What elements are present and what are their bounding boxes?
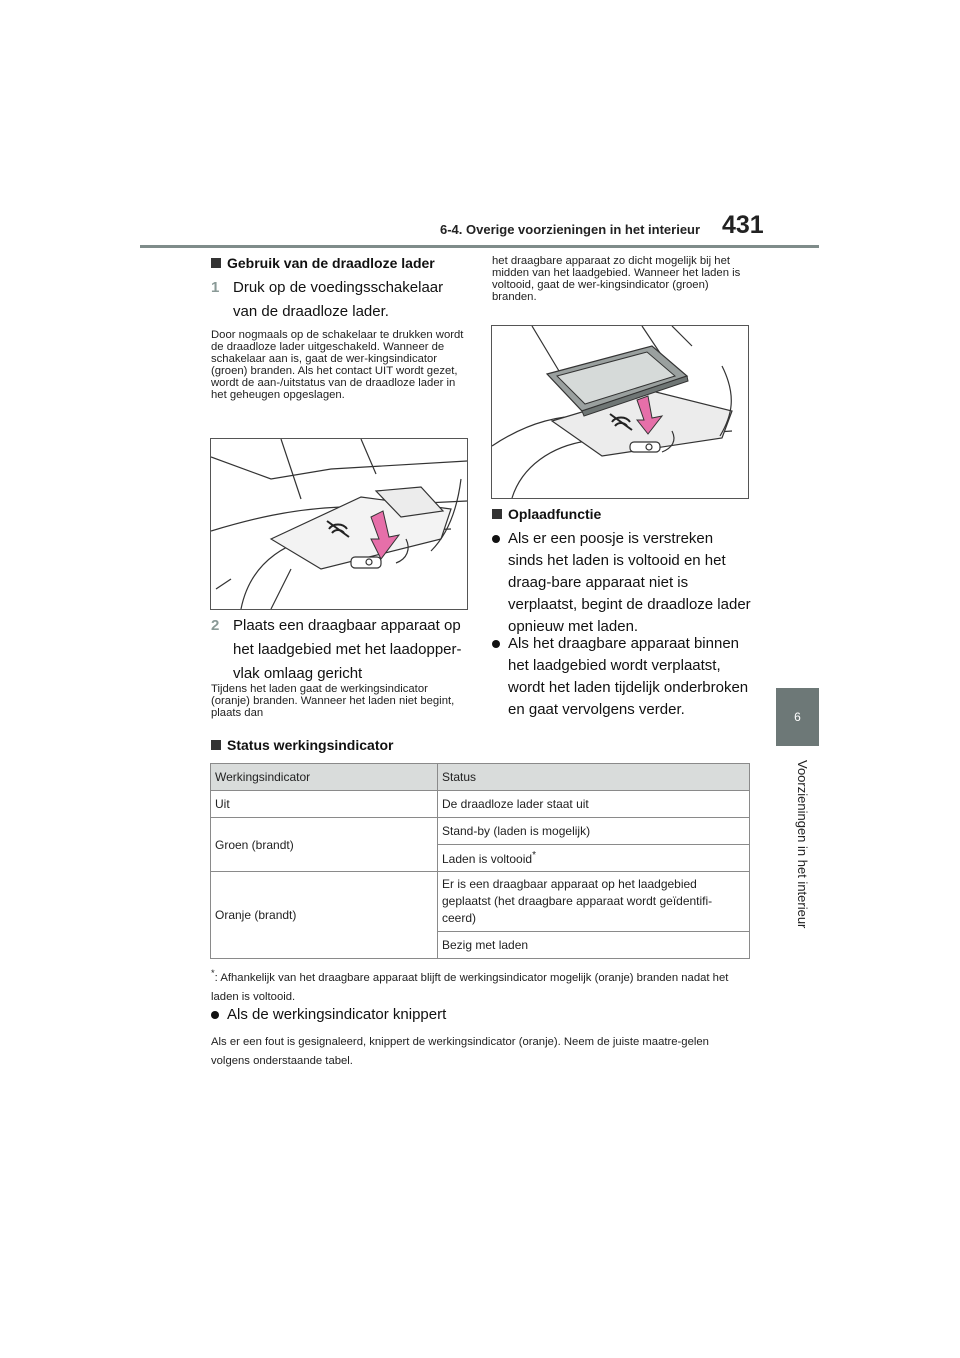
section-title: 6-4. Overige voorzieningen in het interieur xyxy=(440,222,701,237)
chapter-tab[interactable] xyxy=(776,688,819,746)
chapter-label: Voorzieningen in het interieur xyxy=(795,760,810,929)
illustration-charger-switch xyxy=(210,438,468,610)
footnote: *: Afhankelijk van het draagbare apparaat blijft de werkingsindicator mogelijk (oranje) branden nadat het laden is voltooid. xyxy=(211,967,729,1003)
square-bullet-icon xyxy=(211,258,221,268)
bullet-moved-device: Als het draagbare apparaat binnen het laadgebied wordt verplaatst, wordt het laden tijdelijk onderbroken en gaat vervolgens verder. xyxy=(492,633,752,721)
table-header-cell: Werkingsindicator xyxy=(211,764,438,791)
table-row xyxy=(211,791,750,818)
table-cell: De draadloze lader staat uit xyxy=(438,791,750,818)
step-2-text: Plaats een draagbaar apparaat op het laadgebied met het laadopper-vlak omlaag gericht xyxy=(233,617,462,682)
step-1-number: 1 xyxy=(211,279,220,296)
phone-on-charger-drawing xyxy=(492,326,748,498)
chapter-number: 6 xyxy=(794,710,801,724)
step-1-note: Door nogmaals op de schakelaar te drukken wordt de draadloze lader uitgeschakeld. Wanneer de schakelaar aan is, gaat de wer-kingsindicator (groen) branden. Als het contact UIT wordt gezet, wordt de aan-/uitstatus van de draadloze lader in het geheugen opgeslagen. xyxy=(211,329,464,401)
illustration-phone-on-charger xyxy=(491,325,749,499)
step-2 xyxy=(211,614,469,686)
step-1 xyxy=(211,276,469,324)
table-cell: Stand-by (laden is mogelijk) xyxy=(438,818,750,845)
table-cell: Uit xyxy=(211,791,438,818)
table-row xyxy=(211,818,750,845)
blink-description: Als er een fout is gesignaleerd, knippert de werkingsindicator (oranje). Neem de juiste maatre-gelen volgens onderstaande tabel. xyxy=(211,1036,709,1067)
footnote-marker: * xyxy=(532,850,536,861)
heading-usage: Gebruik van de draadloze lader xyxy=(211,255,435,271)
bullet-dot-icon xyxy=(492,535,500,543)
table-row xyxy=(211,872,750,932)
bullet-dot-icon xyxy=(492,640,500,648)
heading-charging-function: Oplaadfunctie xyxy=(492,506,601,522)
table-cell: Oranje (brandt) xyxy=(211,872,438,959)
table-cell: Bezig met laden xyxy=(438,932,750,959)
header-rule xyxy=(140,245,819,248)
bullet-dot-icon xyxy=(211,1011,219,1019)
table-cell: Groen (brandt) xyxy=(211,818,438,872)
bullet-recharge: Als er een poosje is verstreken sinds het laden is voltooid en het draag-bare apparaat niet is verplaatst, begint de draadloze lader opnieuw met laden. xyxy=(492,528,752,638)
page-number: 431 xyxy=(722,211,764,239)
square-bullet-icon xyxy=(492,509,502,519)
status-table xyxy=(210,763,750,959)
bullet-indicator-blinks: Als de werkingsindicator knippert xyxy=(211,1004,751,1026)
step-2-note-continued: het draagbare apparaat zo dicht mogelijk bij het midden van het laadgebied. Wanneer het laden is voltooid, gaat de wer-kingsindicator (groen) branden. xyxy=(492,255,741,303)
square-bullet-icon xyxy=(211,740,221,750)
charger-switch-drawing xyxy=(211,439,467,609)
step-2-note: Tijdens het laden gaat de werkingsindicator (oranje) branden. Wanneer het laden niet begint, plaats dan xyxy=(211,683,455,719)
table-cell: Laden is voltooid* xyxy=(438,845,750,872)
table-header-cell: Status xyxy=(438,764,750,791)
table-header-row xyxy=(211,764,750,791)
heading-status-indicator: Status werkingsindicator xyxy=(211,737,393,753)
step-1-text: Druk op de voedingsschakelaar van de draadloze lader. xyxy=(233,279,444,320)
step-2-number: 2 xyxy=(211,617,220,634)
table-cell: Er is een draagbaar apparaat op het laadgebied geplaatst (het draagbare apparaat wordt geïdentifi-ceerd) xyxy=(438,872,750,932)
